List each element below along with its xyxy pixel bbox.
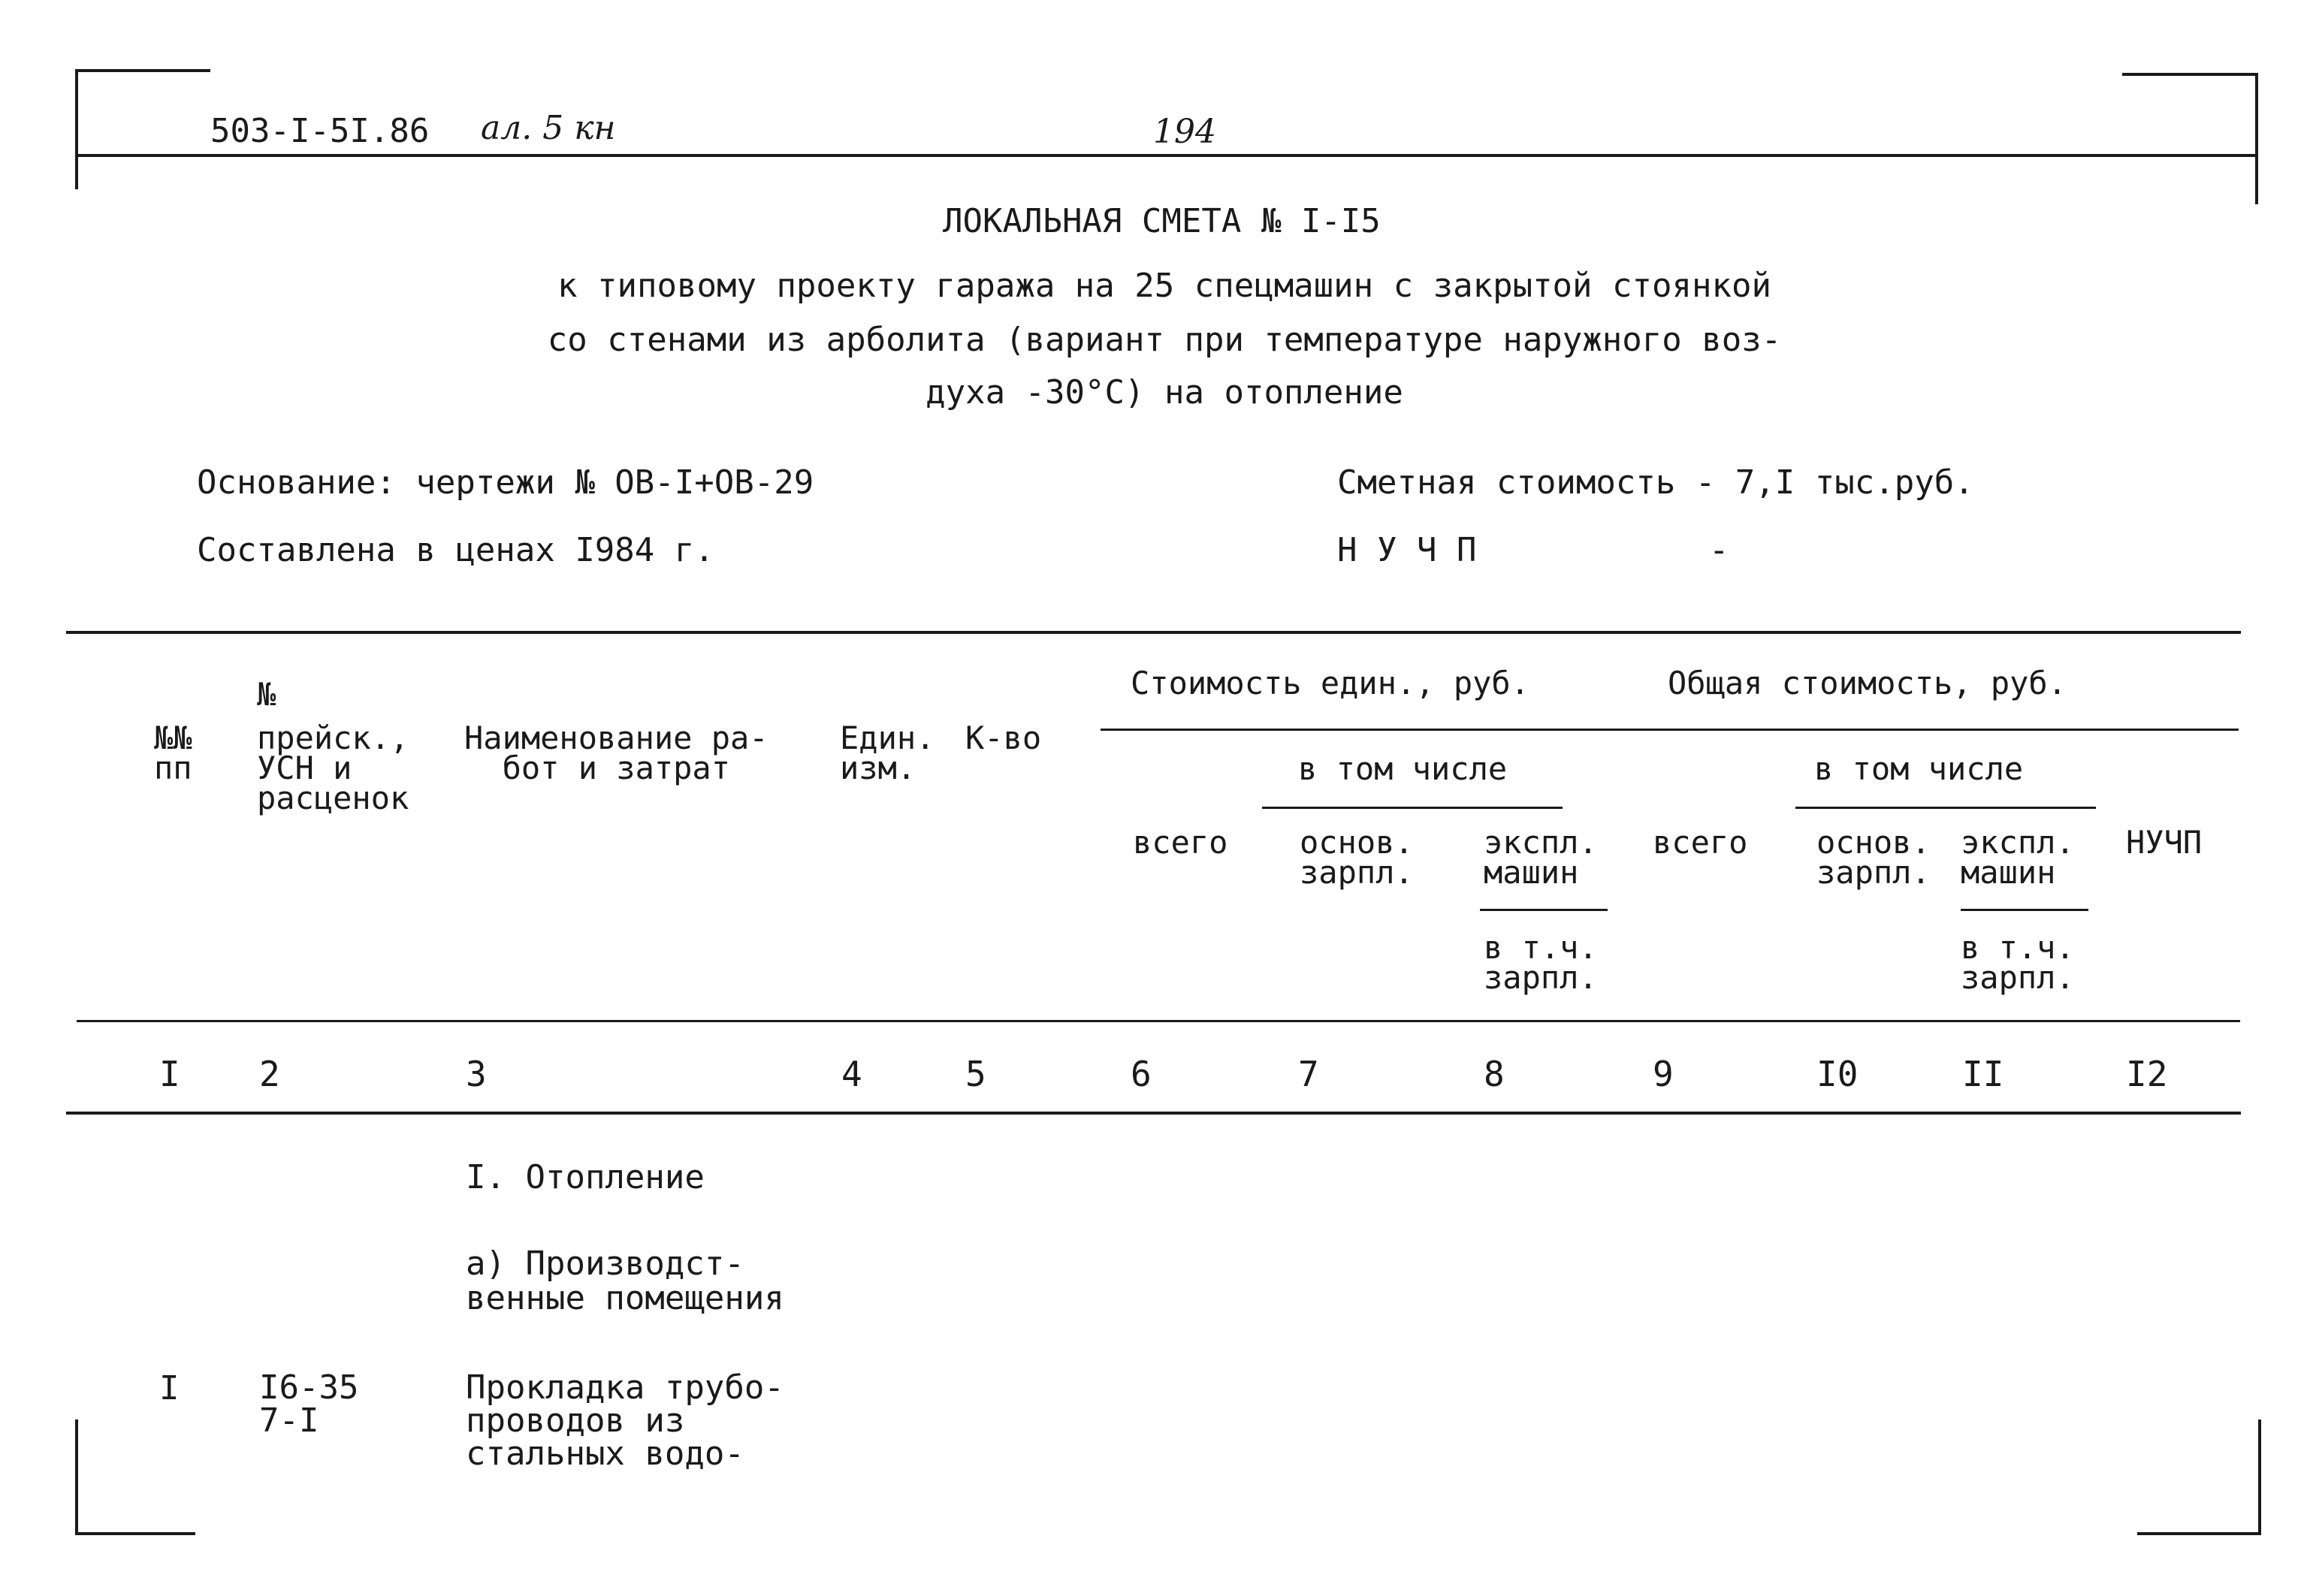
header-incl-total: в том числе xyxy=(1814,750,2024,787)
column-number: 9 xyxy=(1653,1054,1674,1094)
column-number: 8 xyxy=(1484,1054,1505,1094)
col8-sub-rule xyxy=(1480,909,1608,911)
column-number: 5 xyxy=(965,1054,986,1094)
row-code: I6-35 7-I xyxy=(259,1368,359,1440)
column-number: 3 xyxy=(466,1054,487,1094)
stamp-underline xyxy=(78,154,2257,157)
page-number: 194 xyxy=(1153,113,1216,151)
corner-bracket-top-left xyxy=(75,69,210,72)
row-number: I xyxy=(159,1369,180,1407)
corner-bracket-bottom-left xyxy=(75,1532,195,1535)
incl-rule-total xyxy=(1795,807,2096,809)
header-col-3: Наименование ра- бот и затрат xyxy=(464,720,768,786)
document-title: ЛОКАЛЬНАЯ СМЕТА № I-I5 xyxy=(943,202,1381,240)
row-name: Прокладка трубо- проводов из стальных водо- xyxy=(466,1368,784,1473)
header-col-11-sub: в т.ч. зарпл. xyxy=(1961,929,2075,996)
corner-bracket-bottom-right-vertical xyxy=(2258,1420,2261,1535)
header-total-cost: Общая стоимость, руб. xyxy=(1668,665,2067,701)
column-number: I2 xyxy=(2126,1054,2168,1094)
title-line-2: со стенами из арболита (вариант при температуре наружного воз- xyxy=(547,321,1782,359)
corner-bracket-top-right-vertical xyxy=(2255,73,2258,204)
subsection-heading: а) Производст- венные помещения xyxy=(466,1245,784,1317)
header-col-2: прейск., УСН и расценок xyxy=(257,720,409,816)
corner-bracket-bottom-right xyxy=(2137,1532,2261,1535)
header-col-7: основ. зарпл. xyxy=(1300,824,1414,891)
header-col-11: экспл. машин xyxy=(1961,824,2075,891)
nuchp-value: - xyxy=(1709,531,1729,569)
header-col-8-sub: в т.ч. зарпл. xyxy=(1484,929,1598,996)
header-col-6: всего xyxy=(1133,824,1228,861)
corner-bracket-bottom-left-vertical xyxy=(75,1420,78,1535)
basis-text: Основание: чертежи № ОВ-I+ОВ-29 xyxy=(197,463,814,502)
column-number: I xyxy=(159,1054,180,1094)
cost-group-rule xyxy=(1101,729,2239,731)
header-col-10: основ. зарпл. xyxy=(1816,824,1931,891)
header-bottom-rule xyxy=(77,1020,2240,1022)
column-number: II xyxy=(1962,1054,2004,1094)
project-code: 503-I-5I.86 xyxy=(210,112,430,150)
column-number: I0 xyxy=(1816,1054,1859,1094)
col11-sub-rule xyxy=(1961,909,2088,911)
prices-text: Составлена в ценах I984 г. xyxy=(197,531,714,569)
column-numbers-rule xyxy=(66,1112,2241,1115)
column-number: 7 xyxy=(1298,1054,1319,1094)
table-top-rule xyxy=(66,631,2241,634)
header-col-9: всего xyxy=(1653,824,1748,861)
title-line-1: к типовому проекту гаража на 25 спецмашин с закрытой стоянкой xyxy=(557,267,1771,305)
nuchp-label: Н У Ч П xyxy=(1337,531,1477,569)
section-heading: I. Отопление xyxy=(466,1158,705,1196)
col2-mark: № xyxy=(257,676,276,713)
header-col-8: экспл. машин xyxy=(1484,824,1598,891)
incl-rule-unit xyxy=(1262,807,1563,809)
title-line-3: духа -30°С) на отопление xyxy=(926,373,1403,412)
column-number: 4 xyxy=(841,1054,862,1094)
handwritten-note: ал. 5 кн xyxy=(481,109,616,147)
header-col-1: №№ пп xyxy=(154,720,192,786)
header-incl-unit: в том числе xyxy=(1298,750,1508,787)
header-unit-cost: Стоимость един., руб. xyxy=(1131,665,1530,701)
header-col-5: К-во xyxy=(965,720,1042,756)
estimated-cost: Сметная стоимость - 7,I тыс.руб. xyxy=(1337,463,1974,502)
corner-bracket-top-right xyxy=(2122,73,2257,76)
header-col-12: НУЧП xyxy=(2126,824,2203,861)
header-col-4: Един. изм. xyxy=(840,720,935,786)
column-number: 2 xyxy=(259,1054,280,1094)
column-number: 6 xyxy=(1131,1054,1152,1094)
corner-bracket-top-left-vertical xyxy=(75,69,78,189)
